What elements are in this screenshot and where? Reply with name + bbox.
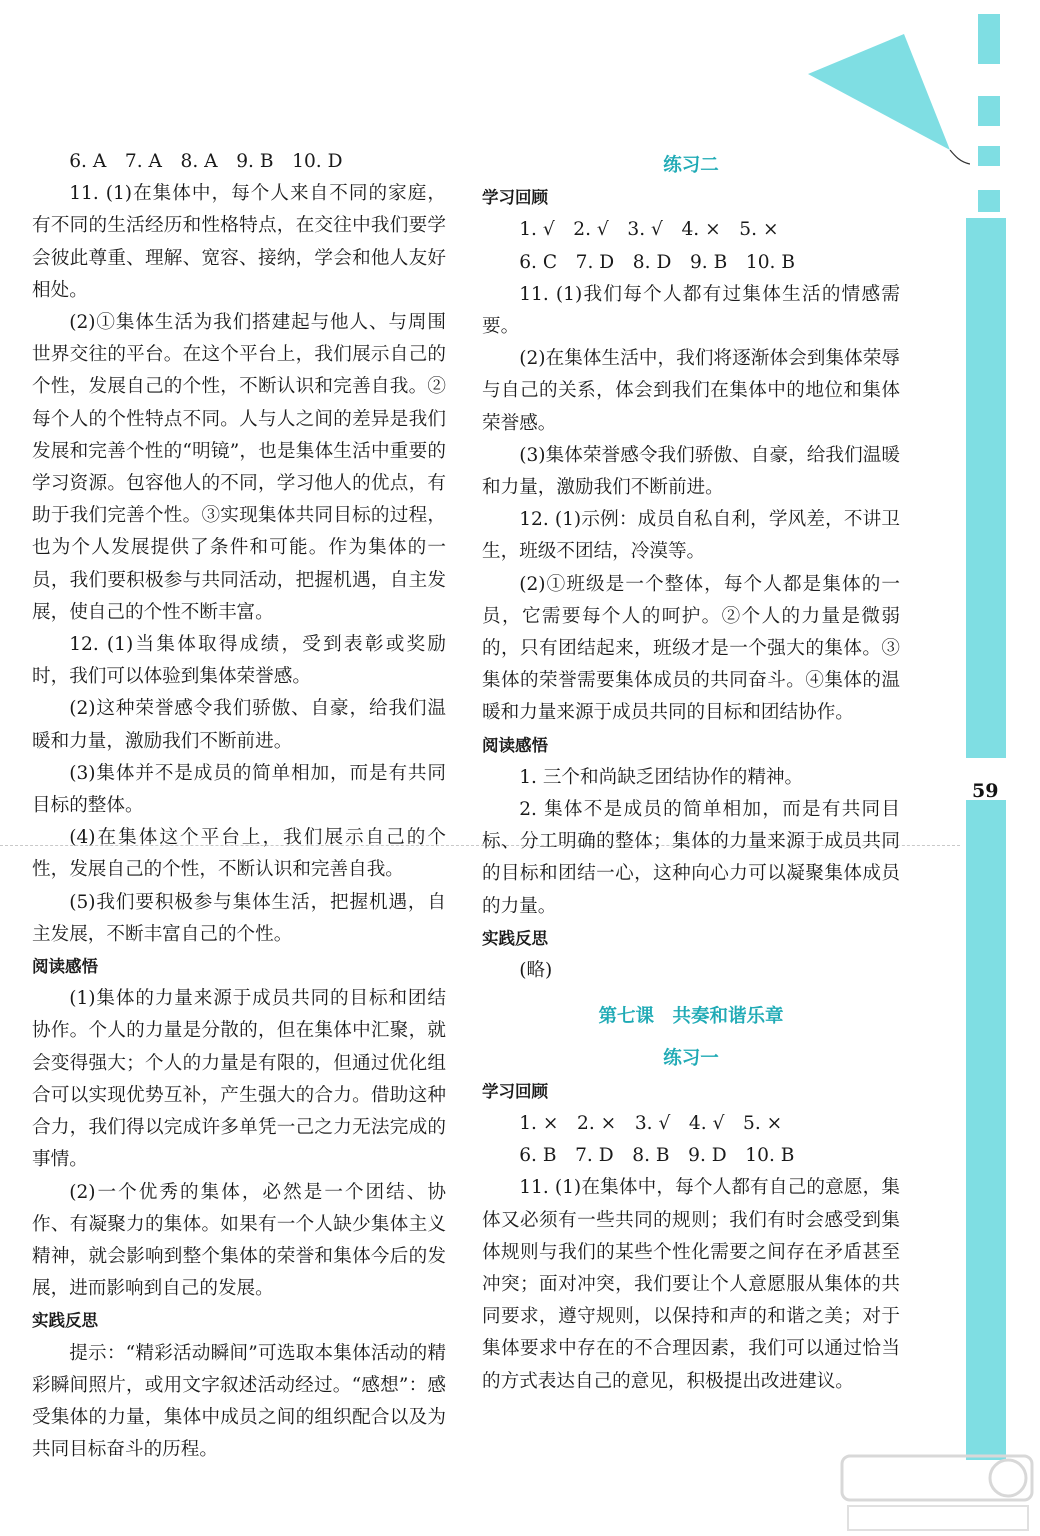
answer-paragraph: 2. 集体不是成员的简单相加，而是有共同目标、分工明确的整体；集体的力量来源于成员共同的目标和团结一心，这种向心力可以凝聚集体成员的力量。 <box>482 799 900 917</box>
right-column <box>482 150 900 1398</box>
answer-paragraph: (4)在集体这个平台上，我们展示自己的个性，发展自己的个性，不断认识和完善自我。 <box>32 827 446 881</box>
answer-paragraph: (略) <box>519 960 553 982</box>
answer-paragraph: 11. (1)在集体中，每个人来自不同的家庭，有不同的生活经历和性格特点，在交往中我们要学会彼此尊重、理解、宽容、接纳，学会和他人友好相处。 <box>32 183 446 301</box>
section-heading: 学习回顾 <box>482 188 548 208</box>
answer-paragraph: (2)这种荣誉感令我们骄傲、自豪，给我们温暖和力量，激励我们不断前进。 <box>32 698 446 752</box>
mc-answers: 6. B 7. D 8. B 9. D 10. B <box>519 1145 795 1167</box>
mc-answers: 6. A 7. A 8. A 9. B 10. D <box>69 151 343 172</box>
answer-paragraph: (3)集体并不是成员的简单相加，而是有共同目标的整体。 <box>32 762 446 817</box>
exercise-title: 练习二 <box>663 155 719 176</box>
section-heading: 阅读感悟 <box>32 957 98 977</box>
answer-paragraph: 12. (1)当集体取得成绩，受到表彰或奖励时，我们可以体验到集体荣誉感。 <box>32 634 446 688</box>
tf-answers: 1. √ 2. √ 3. √ 4. × 5. × <box>519 219 779 241</box>
answer-paragraph: (1)集体的力量来源于成员共同的目标和团结协作。个人的力量是分散的，但在集体中汇聚，就会变得强大；个人的力量是有限的，但通过优化组合可以实现优势互补，产生强大的合力。借助这种合力，我们得以完成许多单凭一己之力无法完成的事情。 <box>32 988 446 1171</box>
page-number: 59 <box>972 780 999 802</box>
answer-paragraph: 1. 三个和尚缺乏团结协作的精神。 <box>519 766 804 788</box>
section-heading: 实践反思 <box>482 928 548 948</box>
answer-paragraph: (2)在集体生活中，我们将逐渐体会到集体荣辱与自己的关系，体会到我们在集体中的地位和集体荣誉感。 <box>482 348 900 434</box>
section-heading: 学习回顾 <box>482 1081 548 1101</box>
section-heading: 阅读感悟 <box>482 735 548 755</box>
answer-paragraph: 11. (1)在集体中，每个人都有自己的意愿，集体又必须有一些共同的规则；我们有时会感受到集体规则与我们的某些个性化需要之间存在矛盾甚至冲突；面对冲突，我们要让个人意愿服从集体的共同要求，遵守规则，以保持和声的和谐之美；对于集体要求中存在的不合理因素，我们可以通过恰当的方式表达自己的意见，积极提出改进建议。 <box>482 1177 900 1392</box>
tf-answers: 1. × 2. × 3. √ 4. √ 5. × <box>519 1112 783 1134</box>
answer-paragraph: 12. (1)示例：成员自私自利，学风差，不讲卫生，班级不团结，冷漠等。 <box>482 509 900 563</box>
answer-paragraph: (2)一个优秀的集体，必然是一个团结、协作、有凝聚力的集体。如果有一个人缺少集体主义精神，就会影响到整个集体的荣誉和集体今后的发展，进而影响到自己的发展。 <box>32 1181 446 1300</box>
left-column <box>32 146 446 1466</box>
answer-paragraph: 11. (1)我们每个人都有过集体生活的情感需要。 <box>482 283 900 338</box>
answer-paragraph: (2)①集体生活为我们搭建起与他人、与周围世界交往的平台。在这个平台上，我们展示自己的个性，发展自己的个性，不断认识和完善自我。②每个人的个性特点不同。人与人之间的差异是我们发展和完善个性的“明镜”，也是集体生活中重要的学习资源。包容他人的不同，学习他人的优点，有助于我们完善个性。③实现集体共同目标的过程，也为个人发展提供了条件和可能。作为集体的一员，我们要积极参与共同活动，把握机遇，自主发展，使自己的个性不断丰富。 <box>32 312 446 623</box>
answer-paragraph: (5)我们要积极参与集体生活，把握机遇，自主发展，不断丰富自己的个性。 <box>32 891 446 945</box>
lesson-title: 第七课 共奏和谐乐章 <box>598 1006 784 1028</box>
mc-answers: 6. C 7. D 8. D 9. B 10. B <box>519 251 796 273</box>
exercise-title: 练习一 <box>663 1048 719 1070</box>
section-heading: 实践反思 <box>32 1311 98 1331</box>
answer-paragraph: 提示：“精彩活动瞬间”可选取本集体活动的精彩瞬间照片，或用文字叙述活动经过。“感想”：感受集体的力量，集体中成员之间的组织配合以及为共同目标奋斗的历程。 <box>32 1342 446 1461</box>
answer-paragraph: (2)①班级是一个整体，每个人都是集体的一员，它需要每个人的呵护。②个人的力量是微弱的，只有团结起来，班级才是一个强大的集体。③集体的荣誉需要集体成员的共同奋斗。④集体的温暖和力量来源于成员共同的目标和团结协作。 <box>482 573 900 724</box>
watermark-logo <box>838 1450 1038 1536</box>
kite-icon <box>800 28 970 168</box>
answer-paragraph: (3)集体荣誉感令我们骄傲、自豪，给我们温暖和力量，激励我们不断前进。 <box>482 444 900 499</box>
